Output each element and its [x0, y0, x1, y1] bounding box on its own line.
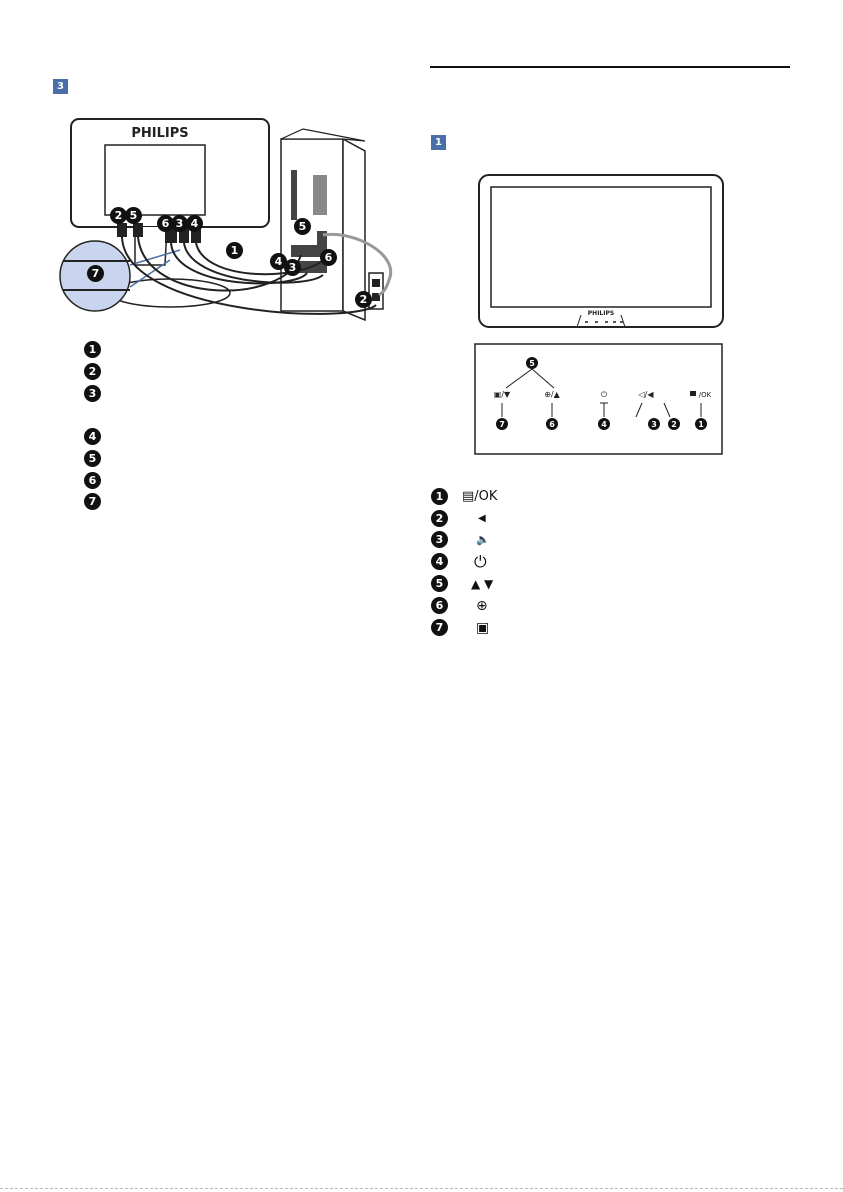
legend-number-3: 3: [84, 385, 101, 402]
control-number-3: 3: [431, 531, 448, 548]
button-panel-diagram: [474, 343, 723, 455]
monitor-back-brand: PHILIPS: [131, 126, 189, 141]
legend-number-5: 5: [84, 450, 101, 467]
control-number-4: 4: [431, 553, 448, 570]
diagram-marker-4-pc: 4: [270, 253, 287, 270]
volume-icon: 🔈: [476, 533, 490, 546]
monitor-front-brand: PHILIPS: [587, 310, 615, 317]
diagram-marker-3-pc: 3: [284, 259, 301, 276]
svg-text:1: 1: [698, 420, 704, 429]
diagram-marker-6: 6: [157, 215, 174, 232]
section-rule: [430, 66, 790, 68]
power-icon: ⏻: [474, 551, 487, 571]
rear-connection-diagram: [55, 115, 400, 345]
diagram-marker-6-pc: 6: [320, 249, 337, 266]
input-icon: ⊕: [476, 597, 488, 614]
control-number-5: 5: [431, 575, 448, 592]
svg-text:◁/◀: ◁/◀: [638, 390, 654, 399]
legend-number-4: 4: [84, 428, 101, 445]
page-bottom-border: [0, 1188, 843, 1189]
menu-ok-icon: ▤/OK: [462, 489, 498, 504]
svg-text:2: 2: [671, 420, 677, 429]
diagram-marker-2: 2: [110, 207, 127, 224]
panel-menu-ok-label: /OK: [698, 391, 712, 399]
back-arrow-icon: ◀: [478, 513, 486, 524]
svg-text:⏻: ⏻: [600, 390, 608, 399]
diagram-marker-5-pc: 5: [294, 218, 311, 235]
svg-text:▣/▼: ▣/▼: [493, 390, 511, 399]
legend-number-1: 1: [84, 341, 101, 358]
step-badge-1: 1: [431, 135, 446, 150]
control-number-2: 2: [431, 510, 448, 527]
control-number-1: 1: [431, 488, 448, 505]
svg-text:7: 7: [499, 420, 505, 429]
diagram-marker-3: 3: [171, 215, 188, 232]
diagram-marker-2-outlet: 2: [355, 291, 372, 308]
control-number-7: 7: [431, 619, 448, 636]
svg-text:5: 5: [529, 359, 535, 368]
diagram-marker-5: 5: [125, 207, 142, 224]
svg-text:4: 4: [601, 420, 607, 429]
control-number-6: 6: [431, 597, 448, 614]
svg-text:3: 3: [651, 420, 657, 429]
svg-text:6: 6: [549, 420, 555, 429]
diagram-marker-7: 7: [87, 265, 104, 282]
up-down-arrows-icon: ▲ ▼: [471, 576, 494, 591]
step-badge-3: 3: [53, 79, 68, 94]
legend-number-6: 6: [84, 472, 101, 489]
legend-number-2: 2: [84, 363, 101, 380]
legend-number-7: 7: [84, 493, 101, 510]
monitor-front-diagram: [477, 173, 727, 333]
diagram-marker-1: 1: [226, 242, 243, 259]
diagram-marker-4: 4: [186, 215, 203, 232]
smartimage-icon: ▣: [476, 619, 490, 636]
svg-text:⊕/▲: ⊕/▲: [544, 390, 560, 399]
